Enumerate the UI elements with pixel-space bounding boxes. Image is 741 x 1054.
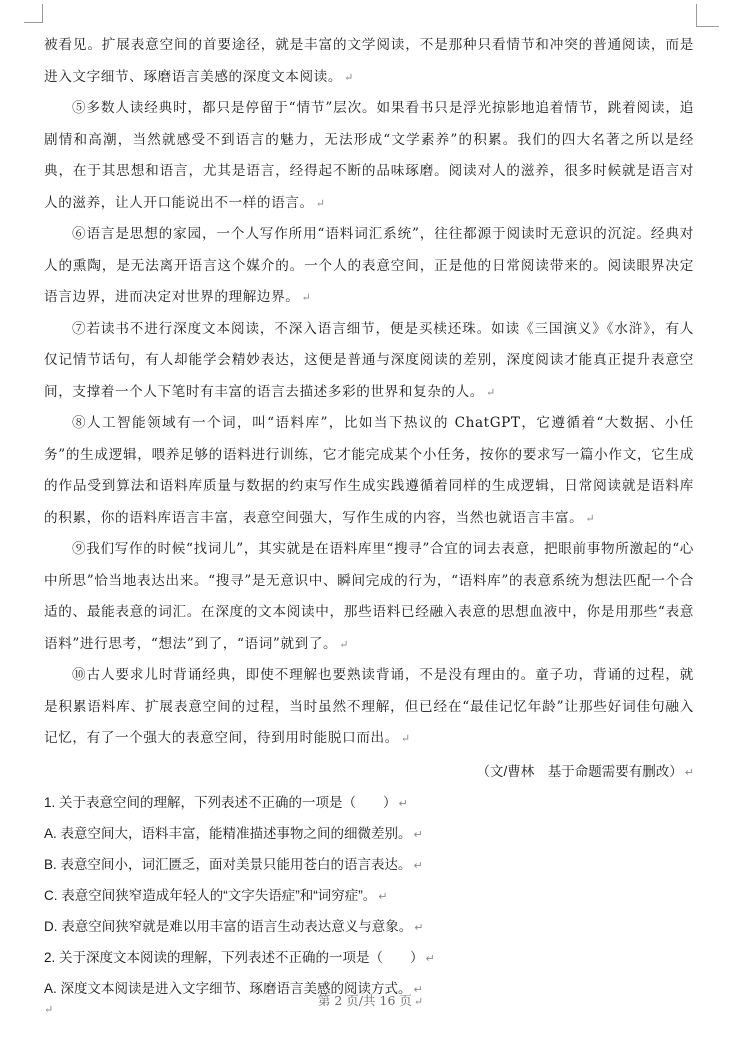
question-text: A. 深度文本阅读是进入文字细节、琢磨语言美感的阅读方式。 — [44, 980, 412, 996]
question-text: D. 表意空间狭窄就是难以用丰富的语言生动表达意义与意象。 — [44, 918, 413, 934]
paragraph-text: ⑤多数人读经典时，都只是停留于“情节”层次。如果看书只是浮光掠影地追着情节，跳着阅读，追剧情和高潮，当然就感受不到语言的魅力，无法形成“文学素养”的积累。我们的四大名著之所以是经典，在于其思想和语言，尤其是语言，经得起不断的品味琢磨。阅读对人的滋养，很多时候就是语言对人的滋养，让人开口能说出不一样的语言。 — [44, 100, 694, 211]
page-corner-mark-right — [696, 4, 719, 27]
article-source: （文/曹林 基于命题需要有删改） ↵ — [476, 763, 694, 779]
paragraph-mark-icon: ↵ — [684, 766, 694, 779]
paragraph-mark-icon: ↵ — [413, 995, 424, 1008]
paragraph-p6 — [44, 219, 694, 314]
paragraph-text: ⑧人工智能领域有一个词，叫“语料库”，比如当下热议的 ChatGPT，它遵循着“大数据、小任务”的生成逻辑，喂养足够的语料进行训练，它才能完成某个小任务，按你的要求写一篇小作文，它生成的作品受到算法和语料库质量与数据的约束写作生成实践遵循着同样的生成逻辑，日常阅读就是语料库的积累，你的语料库语言丰富，表意空间强大，写作生成的内容，当然也就语言丰富。 — [44, 415, 694, 526]
question-line-q2 — [44, 943, 694, 974]
article-body — [44, 30, 694, 755]
page-corner-mark-left — [24, 4, 43, 23]
question-list — [44, 788, 694, 1005]
question-line-q1d — [44, 912, 694, 943]
paragraph-mark-icon: ↵ — [413, 983, 423, 996]
paragraph-p9 — [44, 534, 694, 660]
paragraph-text: ⑦若读书不进行深度文本阅读，不深入语言细节，便是买椟还珠。如读《三国演义》《水浒》，有人仅记情节话句，有人却能学会精妙表达，这便是普通与深度阅读的差别，深度阅读才能真正提升表意空间，支撑着一个人下笔时有丰富的语言去描述多彩的世界和复杂的人。 — [44, 320, 694, 400]
paragraph-p5 — [44, 93, 694, 219]
paragraph-mark-icon: ↵ — [398, 797, 408, 810]
paragraph-p8 — [44, 408, 694, 534]
question-text: 1. 关于表意空间的理解，下列表述不正确的一项是（ ） — [44, 794, 397, 810]
paragraph-mark-icon: ↵ — [339, 637, 350, 651]
question-text: C. 表意空间狭窄造成年轻人的“文字失语症”和“词穷症”。 — [44, 887, 377, 903]
page-footer: 第 2 页/共 16 页 ↵ — [317, 993, 424, 1008]
paragraph-mark-icon: ↵ — [425, 952, 435, 965]
paragraph-mark-icon: ↵ — [44, 1003, 54, 1016]
question-line-q1 — [44, 788, 694, 819]
paragraph-p-cont — [44, 30, 694, 93]
paragraph-text: ⑩古人要求儿时背诵经典，即使不理解也要熟读背诵，不是没有理由的。童子功，背诵的过程，就是积累语料库、扩展表意空间的过程，当时虽然不理解，但已经在“最佳记忆年龄”让那些好词佳句融入记忆，有了一个强大的表意空间，待到用时能脱口而出。 — [44, 667, 694, 746]
paragraph-text: ⑨我们写作的时候“找词儿”，其实就是在语料库里“搜寻”合宜的词去表意，把眼前事物所激起的“心中所思”恰当地表达出来。“搜寻”是无意识中、瞬间完成的行为，“语料库”的表意系统为想法匹配一个合适的、最能表意的词汇。在深度的文本阅读中，那些语料已经融入表意的思想血液中，你是用那些“表意语料”进行思考，“想法”到了，“语词”就到了。 — [44, 541, 694, 652]
question-line-q1c — [44, 881, 694, 912]
paragraph-mark-icon: ↵ — [315, 196, 326, 210]
paragraph-mark-icon: ↵ — [301, 291, 312, 304]
paragraph-mark-icon: ↵ — [400, 732, 411, 745]
paragraph-mark-icon: ↵ — [344, 70, 354, 84]
question-text: B. 表意空间小，词汇匮乏，面对美景只能用苍白的语言表达。 — [44, 856, 412, 872]
paragraph-p7 — [44, 314, 694, 409]
paragraph-mark-icon: ↵ — [413, 828, 423, 841]
question-line-q1a — [44, 819, 694, 850]
paragraph-mark-icon: ↵ — [413, 859, 423, 872]
paragraph-p10 — [44, 660, 694, 755]
question-line-q1b — [44, 850, 694, 881]
paragraph-mark-icon: ↵ — [414, 921, 424, 934]
question-text: A. 表意空间大，语料丰富，能精准描述事物之间的细微差别。 — [44, 825, 412, 841]
paragraph-mark-icon: ↵ — [486, 385, 496, 399]
paragraph-text: 被看见。扩展表意空间的首要途径，就是丰富的文学阅读，不是那种只看情节和冲突的普通阅读，而是进入文字细节、琢磨语言美感的深度文本阅读。 — [44, 37, 694, 85]
question-text: 2. 关于深度文本阅读的理解，下列表述不正确的一项是（ ） — [44, 949, 424, 965]
paragraph-mark-icon: ↵ — [585, 511, 596, 525]
paragraph-mark-icon: ↵ — [378, 890, 388, 903]
paragraph-text: ⑥语言是思想的家园，一个人写作所用“语料词汇系统”，往往都源于阅读时无意识的沉淀。经典对人的熏陶，是无法离开语言这个媒介的。一个人的表意空间，正是他的日常阅读带来的。阅读眼界决定语言边界，进而决定对世界的理解边界。 — [44, 226, 694, 305]
document-page — [44, 30, 694, 1005]
